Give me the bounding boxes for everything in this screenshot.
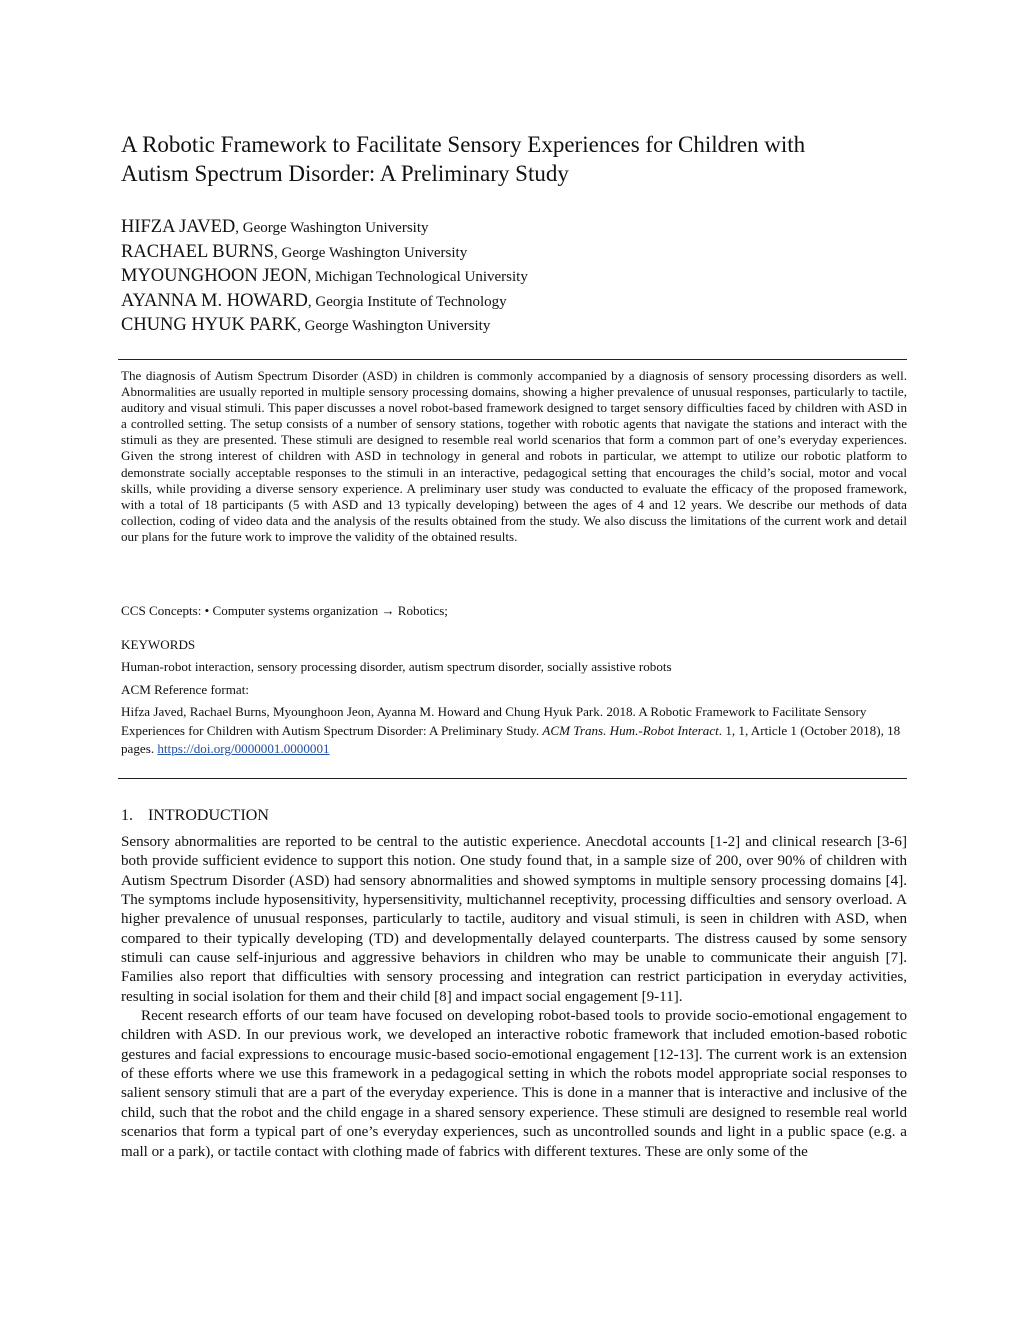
author-entry: AYANNA M. HOWARD, Georgia Institute of Technology (121, 290, 507, 311)
abstract: The diagnosis of Autism Spectrum Disorder (ASD) in children is commonly accompanied by a diagnosis of sensory processing disorders as well. Abnormalities are usually reported in multiple sensory processing domains, showing a higher prevalence of unusual responses, particularly to tactile, auditory and visual stimuli. This paper discusses a novel robot-based framework designed to target sensory difficulties faced by children with ASD in a controlled setting. The setup consists of a number of sensory stations, together with robotic agents that navigate the stations and interact with the stimuli as they are presented. These stimuli are designed to resemble real world scenarios that form a common part of one’s everyday experiences. Given the strong interest of children with ASD in technology in general and robots in particular, we attempt to utilize our robotic platform to demonstrate socially acceptable responses to the stimuli in an interactive, pedagogical setting that encourages the child’s social, motor and vocal skills, while providing a diverse sensory experience. A preliminary user study was conducted to evaluate the efficacy of the proposed framework, with a total of 18 participants (5 with ASD and 13 typically developing) between the ages of 4 and 12 years. We describe our methods of data collection, coding of video data and the analysis of the results obtained from the study. We also discuss the limitations of the current work and detail our plans for the future work to improve the validity of the obtained results. (121, 368, 907, 544)
author-affiliation: George Washington University (304, 318, 491, 334)
author-affiliation: George Washington University (242, 220, 429, 236)
author-name: RACHAEL BURNS (121, 241, 274, 262)
author-list (121, 216, 907, 339)
title-line: A Robotic Framework to Facilitate Sensory Experiences for Children with (121, 132, 806, 157)
acm-reference-heading: ACM Reference format: (121, 682, 249, 697)
author-name: CHUNG HYUK PARK (121, 315, 298, 335)
section-title: INTRODUCTION (148, 807, 269, 824)
acm-reference-details: . 1, 1, Article 1 (October 2018), 18 pages. (121, 722, 901, 757)
title-line: Autism Spectrum Disorder: A Preliminary Study (121, 161, 569, 186)
author-name: MYOUNGHOON JEON (121, 266, 308, 286)
acm-reference-text: Hifza Javed, Rachael Burns, Myounghoon Jeon, Ayanna M. Howard and Chung Hyuk Park. 2018. A Robotic Framework to Facilitate Sensory Experiences for Children with Autism Spectrum Disorder: A Preliminary Study. (121, 704, 867, 738)
keywords-text: Human-robot interaction, sensory processing disorder, autism spectrum disorder, socially assistive robots (121, 659, 672, 674)
author-entry: RACHAEL BURNS, George Washington University (121, 241, 468, 262)
keywords-heading: KEYWORDS (121, 637, 196, 652)
author-name: AYANNA M. HOWARD (121, 290, 308, 311)
section-number: 1. (121, 807, 133, 824)
author-entry: HIFZA JAVED, George Washington University (121, 217, 429, 237)
author-name: HIFZA JAVED (121, 217, 236, 237)
acm-reference (121, 703, 907, 759)
acm-reference-journal: ACM Trans. Hum.-Robot Interact (542, 722, 719, 738)
divider-top (118, 359, 907, 360)
ccs-concepts: CCS Concepts: • Computer systems organization → Robotics; (121, 603, 448, 618)
author-affiliation: Georgia Institute of Technology (315, 293, 507, 310)
author-affiliation: George Washington University (281, 244, 468, 261)
paragraph: Recent research efforts of our team have focused on developing robot-based tools to provide socio-emotional engagement to children with ASD. In our previous work, we developed an interactive robotic framework that included emotion-based robotic gestures and facial expressions to encourage music-based socio-emotional engagement [12-13]. The current work is an extension of these efforts where we use this framework in a pedagogical setting in which the robots model appropriate social responses to salient sensory stimuli that are a part of the everyday experience. This is done in a manner that is interactive and inclusive of the child, such that the robot and the child engage in a shared sensory experience. These stimuli are designed to resemble real world scenarios that form a typical part of one’s everyday experiences, such as uncontrolled sounds and light in a public space (e.g. a mall or a park), or tactile contact with clothing made of fabrics with different textures. These are only some of the (121, 1008, 907, 1160)
author-entry: CHUNG HYUK PARK, George Washington University (121, 315, 491, 335)
paper-title (121, 130, 907, 188)
paragraph: Sensory abnormalities are reported to be central to the autistic experience. Anecdotal accounts [1-2] and clinical research [3-6] both provide sufficient evidence to support this notion. One study found that, in a sample size of 200, over 90% of children with Autism Spectrum Disorder (ASD) had sensory abnormalities and showed symptoms in multiple sensory processing domains [4]. The symptoms include hyposensitivity, hypersensitivity, multichannel receptivity, processing difficulties and sensory overload. A higher prevalence of unusual responses, particularly to tactile, auditory and visual stimuli, is seen in children with ASD, when compared to their typically developing (TD) and developmentally delayed counterparts. The distress caused by some sensory stimuli can cause self-injurious and aggressive behaviors in children who may be unable to communicate their anguish [7]. Families also report that difficulties with sensory processing and integration can restrict participation in everyday activities, resulting in social isolation for them and their child [8] and impact social engagement [9-11]. (121, 834, 907, 1005)
divider-bottom (118, 778, 907, 779)
doi-link[interactable]: https://doi.org/0000001.0000001 (157, 741, 330, 757)
section-heading (121, 806, 269, 826)
author-affiliation: Michigan Technological University (315, 269, 528, 285)
author-entry: MYOUNGHOON JEON, Michigan Technological University (121, 266, 528, 286)
introduction-body (121, 833, 907, 1162)
